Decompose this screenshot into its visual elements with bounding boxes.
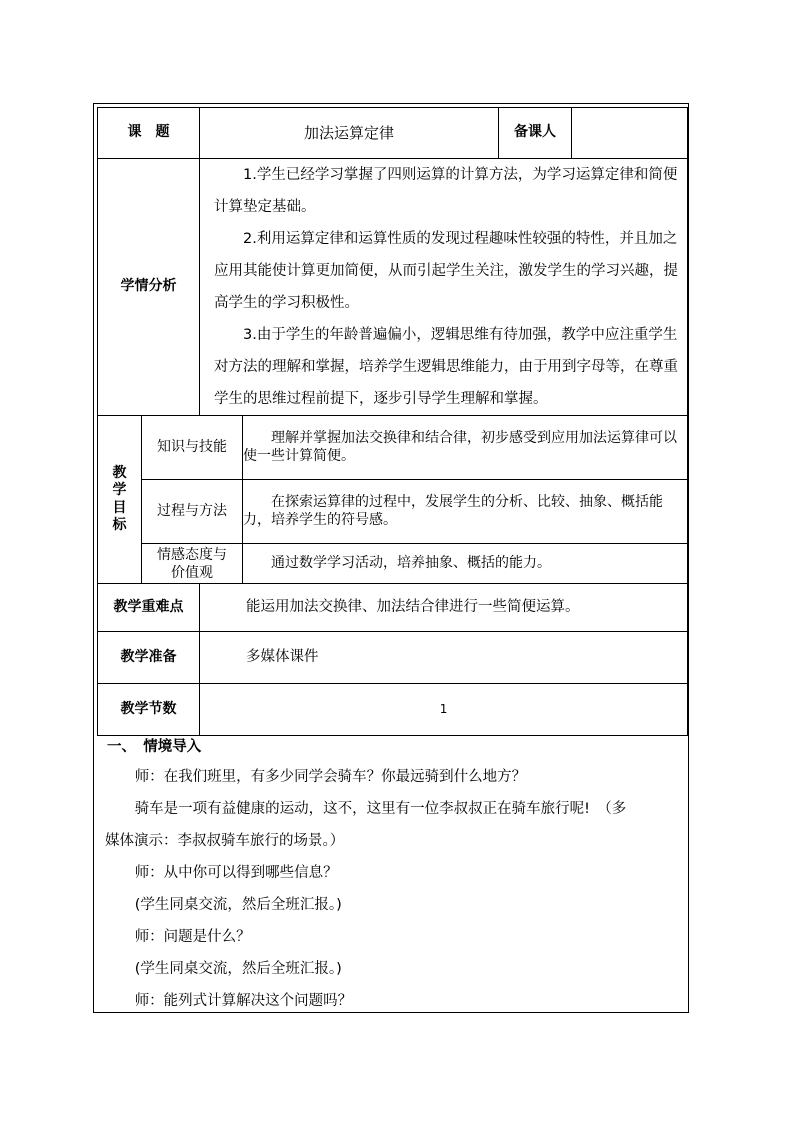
- key-points-value: 能运用加法交换律、加法结合律进行一些简便运算。: [200, 584, 688, 632]
- section-heading: 一、 情境导入: [107, 739, 202, 755]
- goal-row-emotion: [98, 544, 688, 584]
- topic-row: [98, 108, 688, 159]
- preparation-value: 多媒体课件: [200, 632, 688, 684]
- lesson-line: (学生同桌交流，然后全班汇报。): [134, 897, 342, 913]
- lesson-plan-table: [97, 107, 688, 736]
- lesson-line: 师：能列式计算解决这个问题吗？: [134, 993, 353, 1009]
- goal-knowledge-label: 知识与技能: [142, 416, 243, 480]
- topic-value: 加法运算定律: [200, 108, 499, 159]
- analysis-content: [200, 159, 688, 416]
- periods-row: [98, 684, 688, 736]
- analysis-paragraph: 2.利用运算定律和运算性质的发现过程趣味性较强的特性，并且加之应用其能使计算更加简便，从而引起学生关注，激发学生的学习兴趣，提高学生的学习积极性。: [214, 231, 678, 311]
- goals-label: [98, 416, 142, 584]
- key-points-label: 教学重难点: [98, 584, 200, 632]
- lesson-line: 媒体演示：李叔叔骑车旅行的场景。）: [105, 833, 345, 849]
- goal-row-process: [98, 480, 688, 544]
- goal-knowledge-text: 理解并掌握加法交换律和结合律，初步感受到应用加法运算律可以使一些计算简便。: [243, 416, 688, 480]
- lesson-line: 骑车是一项有益健康的运动，这不，这里有一位李叔叔正在骑车旅行呢! （多: [134, 801, 627, 817]
- lesson-line: 师：从中你可以得到哪些信息？: [134, 865, 338, 881]
- periods-value: 1: [200, 684, 688, 736]
- analysis-row: [98, 159, 688, 416]
- goal-row-knowledge: [98, 416, 688, 480]
- goal-emotion-label: [142, 544, 243, 584]
- lesson-line: 师：问题是什么？: [134, 929, 251, 945]
- lesson-line: (学生同桌交流，然后全班汇报。): [134, 961, 342, 977]
- analysis-label: 学情分析: [98, 159, 200, 416]
- goals-label-char: 学: [112, 482, 127, 498]
- key-points-row: [98, 584, 688, 632]
- goals-label-char: 教: [112, 464, 127, 481]
- preparation-label: 教学准备: [98, 632, 200, 684]
- preparation-row: [98, 632, 688, 684]
- preparer-value: [572, 108, 688, 159]
- periods-label: 教学节数: [98, 684, 200, 736]
- lesson-body: [97, 733, 687, 1017]
- lesson-line: 师：在我们班里，有多少同学会骑车？你最远骑到什么地方？: [134, 769, 527, 785]
- goal-emotion-text: 通过数学学习活动，培养抽象、概括的能力。: [243, 544, 688, 584]
- analysis-paragraph: 3.由于学生的年龄普遍偏小，逻辑思维有待加强，教学中应注重学生对方法的理解和掌握，培养学生逻辑思维能力，由于用到字母等，在尊重学生的思维过程前提下，逐步引导学生理解和掌握。: [214, 327, 678, 407]
- goals-label-char: 目: [112, 499, 127, 516]
- goal-emotion-label-line: 情感态度与: [157, 546, 227, 563]
- preparer-label: 备课人: [499, 108, 572, 159]
- goal-emotion-label-line: 价值观: [171, 564, 213, 581]
- goal-process-label: 过程与方法: [142, 480, 243, 544]
- goals-label-char: 标: [112, 517, 127, 533]
- topic-label: 课 题: [98, 108, 200, 159]
- analysis-paragraph: 1.学生已经学习掌握了四则运算的计算方法，为学习运算定律和简便计算垫定基础。: [214, 167, 678, 215]
- goal-process-text: 在探索运算律的过程中，发展学生的分析、比较、抽象、概括能力，培养学生的符号感。: [243, 480, 688, 544]
